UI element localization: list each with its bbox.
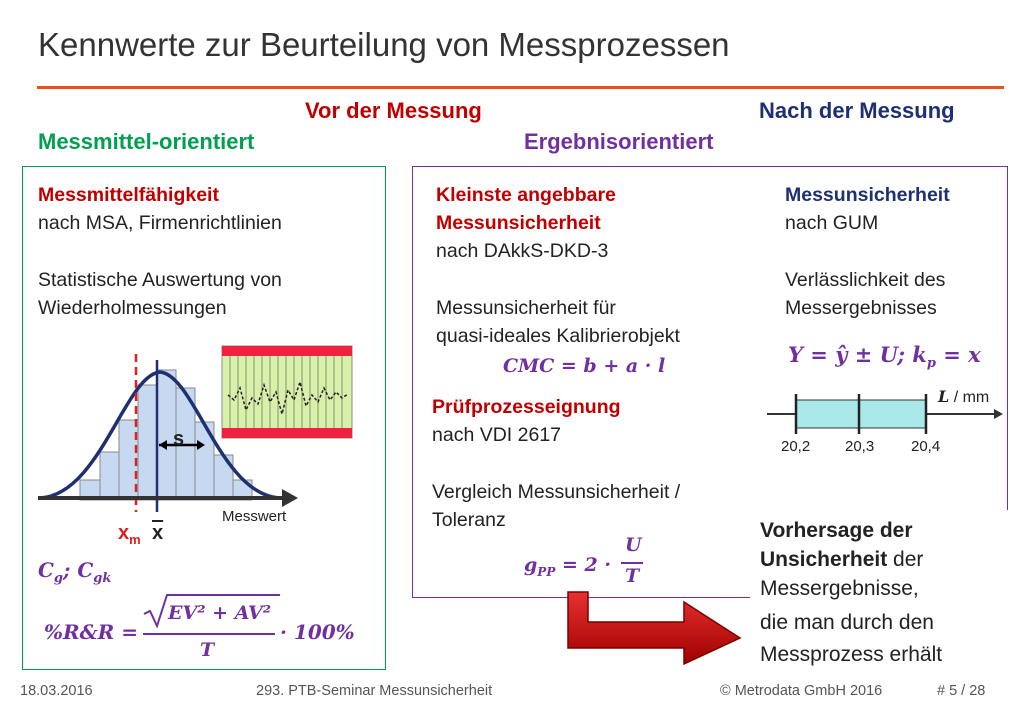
header-result-oriented: Ergebnisorientiert	[524, 129, 714, 154]
xm-label: $x_m$	[118, 522, 141, 547]
reliability-line-2: Messergebnisses	[785, 297, 937, 319]
formula-rr-fraction-bar	[143, 633, 275, 635]
measurement-uncertainty-heading: Messunsicherheit	[785, 184, 950, 206]
page-title: Kennwerte zur Beurteilung von Messprozessen	[38, 26, 730, 63]
footer-seminar: 293. PTB-Seminar Messunsicherheit	[256, 683, 493, 699]
test-process-suitability-heading: Prüfprozesseignung	[432, 396, 621, 418]
formula-result-statement: Y = ŷ ± U; $k_p = x$	[788, 342, 981, 372]
x-axis-arrowhead	[282, 489, 298, 507]
header-after-measurement: Nach der Messung	[759, 98, 955, 123]
scale-arrowhead	[994, 409, 1003, 419]
histogram-bar	[138, 385, 157, 500]
formula-cmc: CMC = b + a · l	[503, 355, 666, 377]
uncertainty-for-line: Messunsicherheit für	[436, 297, 616, 319]
footer-page-number: # 5 / 28	[937, 683, 986, 699]
reliability-line-1: Verlässlichkeit des	[785, 269, 946, 291]
uncertainty-interval	[796, 400, 926, 428]
formula-rr-denominator: T	[200, 639, 215, 661]
instrument-capability-heading: Messmittelfähigkeit	[38, 184, 219, 206]
formula-cg-cgk: $C_g$; $C_{gk}$	[38, 558, 112, 586]
xbar-label: $\overline{x}$	[152, 522, 164, 544]
smallest-uncertainty-heading-1: Kleinste angebbare	[436, 184, 616, 206]
formula-rr-lhs: %R&R =	[44, 620, 139, 644]
scale-unit-label: L / mm	[938, 387, 990, 406]
smallest-uncertainty-heading-2: Messunsicherheit	[436, 212, 601, 234]
footer-date: 18.03.2016	[20, 683, 93, 699]
callout-line-2: Unsicherheit der	[760, 548, 924, 571]
sigma-label: s	[173, 428, 185, 450]
scale-tick-label: 20,4	[911, 438, 941, 455]
vdi-reference: nach VDI 2617	[432, 424, 562, 446]
formula-gpp-fraction-bar	[621, 562, 643, 564]
formula-rr-rhs: · 100%	[280, 620, 355, 644]
header-instrument-oriented: Messmittel-orientiert	[38, 129, 255, 154]
callout-line-4: die man durch den	[760, 611, 934, 634]
title-divider	[37, 86, 1004, 89]
dakks-reference: nach DAkkS-DKD-3	[436, 240, 609, 262]
formula-rr-numerator: EV² + AV²	[168, 602, 272, 624]
instrument-capability-source: nach MSA, Firmenrichtlinien	[38, 212, 282, 234]
callout-line-5: Messprozess erhält	[760, 643, 943, 666]
footer-copyright: © Metrodata GmbH 2016	[720, 683, 883, 699]
scale-tick-label: 20,2	[781, 438, 811, 455]
callout-line-1: Vorhersage der	[760, 519, 913, 542]
scale-tick-label: 20,3	[845, 438, 875, 455]
header-before-measurement: Vor der Messung	[305, 98, 482, 123]
formula-gpp-denominator: T	[625, 565, 640, 587]
histogram-bar	[100, 452, 119, 500]
comparison-line-2: Toleranz	[432, 509, 506, 531]
calibration-object-line: quasi-ideales Kalibrierobjekt	[436, 325, 680, 347]
red-arrow-icon	[560, 588, 750, 668]
statistics-line-2: Wiederholmessungen	[38, 297, 227, 319]
gum-reference: nach GUM	[785, 212, 879, 234]
control-chart-lower-band	[222, 428, 352, 438]
measurement-scale	[765, 392, 1005, 442]
histogram-figure	[30, 340, 375, 550]
comparison-line-1: Vergleich Messunsicherheit /	[432, 481, 681, 503]
control-chart-upper-band	[222, 346, 352, 356]
formula-gpp-numerator: U	[625, 534, 642, 556]
statistics-line-1: Statistische Auswertung von	[38, 269, 282, 291]
histogram-bar	[214, 455, 233, 500]
axis-label-messwert: Messwert	[222, 508, 287, 525]
callout-line-3: Messergebnisse,	[760, 577, 919, 600]
formula-gpp: $g_{PP} = 2$ ·	[524, 554, 611, 579]
